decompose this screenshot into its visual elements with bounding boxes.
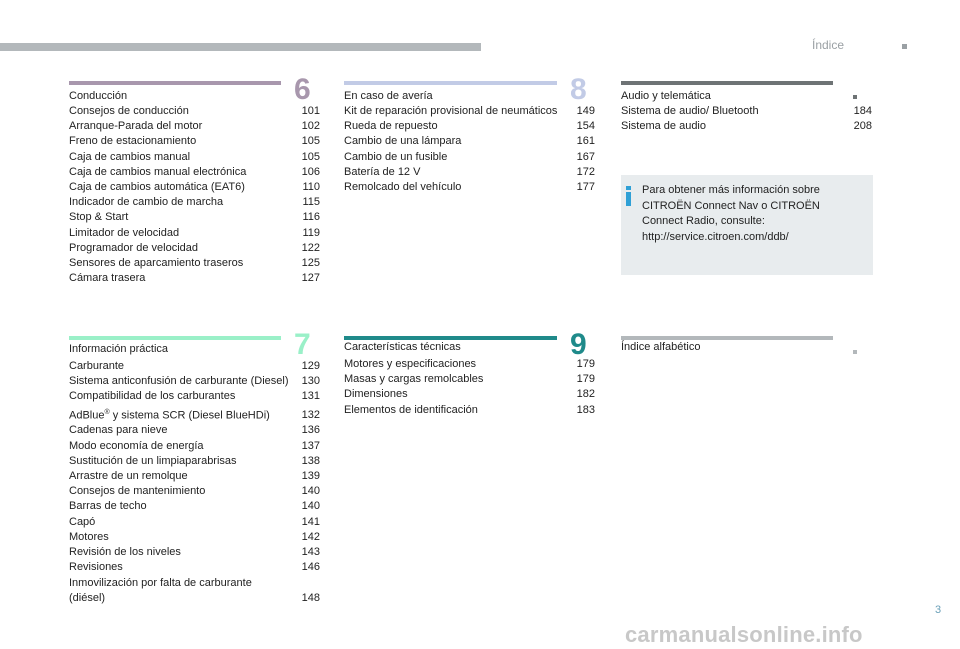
- toc-entry-label: Caja de cambios manual: [69, 150, 191, 163]
- toc-entry[interactable]: [344, 104, 595, 119]
- toc-entry-label: Programador de velocidad: [69, 241, 199, 254]
- toc-entry-page: 182: [576, 388, 595, 401]
- toc-entry-page: 179: [576, 358, 595, 370]
- toc-entry-page: 149: [576, 105, 595, 117]
- section-title[interactable]: En caso de avería: [344, 90, 433, 102]
- section-dot: [853, 95, 857, 99]
- toc-entry-label: Batería de 12 V: [344, 165, 421, 178]
- toc-entry[interactable]: [69, 469, 320, 484]
- toc-entry-label: Consejos de mantenimiento: [69, 485, 206, 498]
- toc-entry[interactable]: [69, 271, 320, 286]
- toc-entry-label: Consejos de conducción: [69, 105, 189, 117]
- toc-entry-page: 183: [576, 403, 595, 416]
- toc-entry-page: 102: [301, 120, 320, 133]
- toc-entry[interactable]: [69, 180, 320, 195]
- toc-entry-label: Arranque-Parada del motor: [69, 120, 203, 133]
- section-bar: [69, 81, 281, 85]
- toc-entry-label: Caja de cambios manual electrónica: [69, 165, 247, 178]
- page-number: 3: [935, 604, 942, 616]
- toc-entry[interactable]: [69, 119, 320, 134]
- toc-entry-label: Sistema de audio: [621, 120, 706, 133]
- toc-entry-page: 136: [301, 424, 320, 437]
- toc-entry[interactable]: [69, 374, 320, 389]
- toc-entry[interactable]: [344, 134, 595, 149]
- toc-entry[interactable]: [69, 439, 320, 454]
- entry-list: [621, 104, 872, 134]
- toc-entry[interactable]: [69, 545, 320, 560]
- toc-entry-page: 142: [301, 530, 320, 543]
- toc-entry[interactable]: [69, 104, 320, 119]
- toc-entry-label: Elementos de identificación: [344, 403, 478, 416]
- toc-entry-label: AdBlue® y sistema SCR (Diesel BlueHDi): [69, 408, 270, 422]
- toc-entry[interactable]: [344, 403, 595, 418]
- section-title[interactable]: Características técnicas: [344, 341, 461, 353]
- toc-entry-page: 130: [301, 375, 320, 388]
- toc-entry[interactable]: [69, 530, 320, 545]
- toc-entry-label: Sistema anticonfusión de carburante (Diesel): [69, 375, 289, 388]
- toc-entry-label: Inmovilización por falta de carburante (diésel): [69, 576, 252, 604]
- toc-entry[interactable]: [69, 241, 320, 256]
- toc-entry-label: Cadenas para nieve: [69, 424, 168, 437]
- entry-list: [69, 104, 320, 286]
- toc-entry[interactable]: [621, 119, 872, 134]
- toc-entry-label: Remolcado del vehículo: [344, 181, 462, 194]
- section-bar: [621, 336, 833, 340]
- section-dot: [853, 350, 857, 354]
- section-bar: [621, 81, 833, 85]
- toc-entry[interactable]: [69, 134, 320, 149]
- toc-entry-label: Dimensiones: [344, 388, 408, 401]
- toc-entry-page: 141: [301, 515, 320, 528]
- header-dot: [902, 44, 907, 49]
- entry-list: [344, 104, 595, 195]
- toc-entry-page: 105: [301, 135, 320, 148]
- toc-entry-page: 106: [301, 165, 320, 178]
- toc-entry-label: Revisiones: [69, 561, 123, 574]
- section-number: 7: [294, 328, 311, 361]
- toc-entry-label: Sistema de audio/ Bluetooth: [621, 105, 759, 117]
- toc-entry-page: 116: [302, 211, 320, 224]
- toc-entry-label: Masas y cargas remolcables: [344, 373, 484, 386]
- toc-entry[interactable]: [69, 389, 320, 404]
- toc-entry[interactable]: [344, 387, 595, 402]
- toc-entry-page: 110: [302, 181, 320, 194]
- toc-entry-page: 140: [301, 485, 320, 498]
- toc-entry-label: Sustitución de un limpiaparabrisas: [69, 454, 237, 467]
- toc-entry-label: Carburante: [69, 360, 125, 372]
- toc-entry-label: Barras de techo: [69, 500, 147, 513]
- toc-entry-page: 122: [301, 241, 320, 254]
- toc-entry-page: 161: [576, 135, 595, 148]
- toc-entry-page: 127: [301, 272, 320, 285]
- section-title[interactable]: Información práctica: [69, 343, 169, 355]
- toc-entry[interactable]: [69, 423, 320, 438]
- toc-entry-label: Caja de cambios automática (EAT6): [69, 181, 245, 194]
- toc-entry[interactable]: [344, 180, 595, 195]
- section-number: 8: [570, 73, 587, 106]
- section-title[interactable]: Audio y telemática: [621, 90, 711, 102]
- toc-entry[interactable]: [344, 150, 595, 165]
- toc-entry-page: 179: [576, 373, 595, 386]
- toc-entry[interactable]: [69, 560, 320, 575]
- toc-entry[interactable]: [344, 357, 595, 372]
- entry-list: [69, 359, 320, 606]
- toc-entry-page: 132: [301, 409, 320, 422]
- toc-entry-label: Cámara trasera: [69, 272, 146, 285]
- toc-entry-page: 177: [576, 181, 595, 194]
- toc-entry-page: 119: [302, 226, 320, 239]
- toc-entry-label: Arrastre de un remolque: [69, 470, 188, 483]
- toc-entry-page: 143: [301, 546, 320, 559]
- toc-entry[interactable]: [69, 454, 320, 469]
- toc-entry-label: Compatibilidad de los carburantes: [69, 390, 236, 403]
- toc-entry-page: 138: [301, 454, 320, 467]
- toc-entry[interactable]: [69, 195, 320, 210]
- toc-entry-page: 115: [302, 196, 320, 209]
- toc-entry-page: 125: [301, 257, 320, 270]
- toc-entry[interactable]: [69, 359, 320, 374]
- section-title[interactable]: Conducción: [69, 90, 128, 102]
- toc-entry-page: 129: [301, 360, 320, 372]
- header-bar: [0, 43, 481, 51]
- toc-entry[interactable]: [69, 484, 320, 499]
- toc-entry-label: Sensores de aparcamiento traseros: [69, 257, 244, 270]
- toc-entry[interactable]: [69, 150, 320, 165]
- toc-entry-label: Capó: [69, 515, 96, 528]
- toc-entry-page: 140: [301, 500, 320, 513]
- toc-entry-page: 154: [576, 120, 595, 133]
- toc-entry[interactable]: [344, 372, 595, 387]
- toc-entry-label: Freno de estacionamiento: [69, 135, 197, 148]
- page-header-title: Índice: [812, 38, 845, 52]
- info-text: Para obtener más información sobre CITROËN Connect Nav o CITROËN Connect Radio, consulte: http://service.citroen.com/ddb/: [642, 184, 820, 243]
- toc-entry-label: Limitador de velocidad: [69, 226, 180, 239]
- watermark: carmanualsonline.info: [625, 622, 863, 647]
- toc-entry[interactable]: [344, 165, 595, 180]
- toc-entry[interactable]: [344, 119, 595, 134]
- toc-entry-page: 101: [301, 105, 320, 117]
- section-title[interactable]: Índice alfabético: [621, 341, 701, 353]
- section-number: 9: [570, 328, 587, 361]
- section-bar: [344, 336, 557, 340]
- toc-entry-page: 131: [301, 390, 320, 403]
- toc-entry-page: 172: [576, 165, 595, 178]
- info-box: [621, 175, 873, 275]
- info-icon: [626, 186, 631, 206]
- toc-entry[interactable]: [69, 210, 320, 225]
- toc-entry-page: 146: [301, 561, 320, 574]
- toc-entry-page: 208: [853, 120, 872, 133]
- toc-entry[interactable]: [69, 405, 320, 424]
- toc-entry-page: 137: [301, 439, 320, 452]
- toc-entry[interactable]: [69, 576, 320, 606]
- section-number: 6: [294, 73, 311, 106]
- toc-entry[interactable]: [69, 515, 320, 530]
- toc-entry-label: Stop & Start: [69, 211, 129, 224]
- toc-entry-label: Indicador de cambio de marcha: [69, 196, 224, 209]
- toc-entry-label: Cambio de una lámpara: [344, 135, 462, 148]
- toc-entry-page: 139: [301, 470, 320, 483]
- entry-list: [344, 357, 595, 418]
- toc-entry-page: 148: [301, 591, 320, 604]
- toc-entry[interactable]: [621, 104, 872, 119]
- toc-entry[interactable]: [69, 226, 320, 241]
- toc-entry[interactable]: [69, 256, 320, 271]
- toc-entry-label: Revisión de los niveles: [69, 546, 181, 559]
- toc-entry-page: 184: [853, 105, 872, 117]
- toc-entry-page: 167: [576, 150, 595, 163]
- toc-entry-label: Rueda de repuesto: [344, 120, 438, 133]
- toc-entry-label: Motores y especificaciones: [344, 358, 477, 370]
- toc-entry-label: Modo economía de energía: [69, 439, 204, 452]
- toc-entry-label: Kit de reparación provisional de neumáticos: [344, 105, 558, 117]
- toc-entry[interactable]: [69, 499, 320, 514]
- toc-entry[interactable]: [69, 165, 320, 180]
- toc-entry-label: Motores: [69, 530, 109, 543]
- section-bar: [344, 81, 557, 85]
- toc-entry-label: Cambio de un fusible: [344, 150, 448, 163]
- toc-entry-page: 105: [301, 150, 320, 163]
- section-bar: [69, 336, 281, 340]
